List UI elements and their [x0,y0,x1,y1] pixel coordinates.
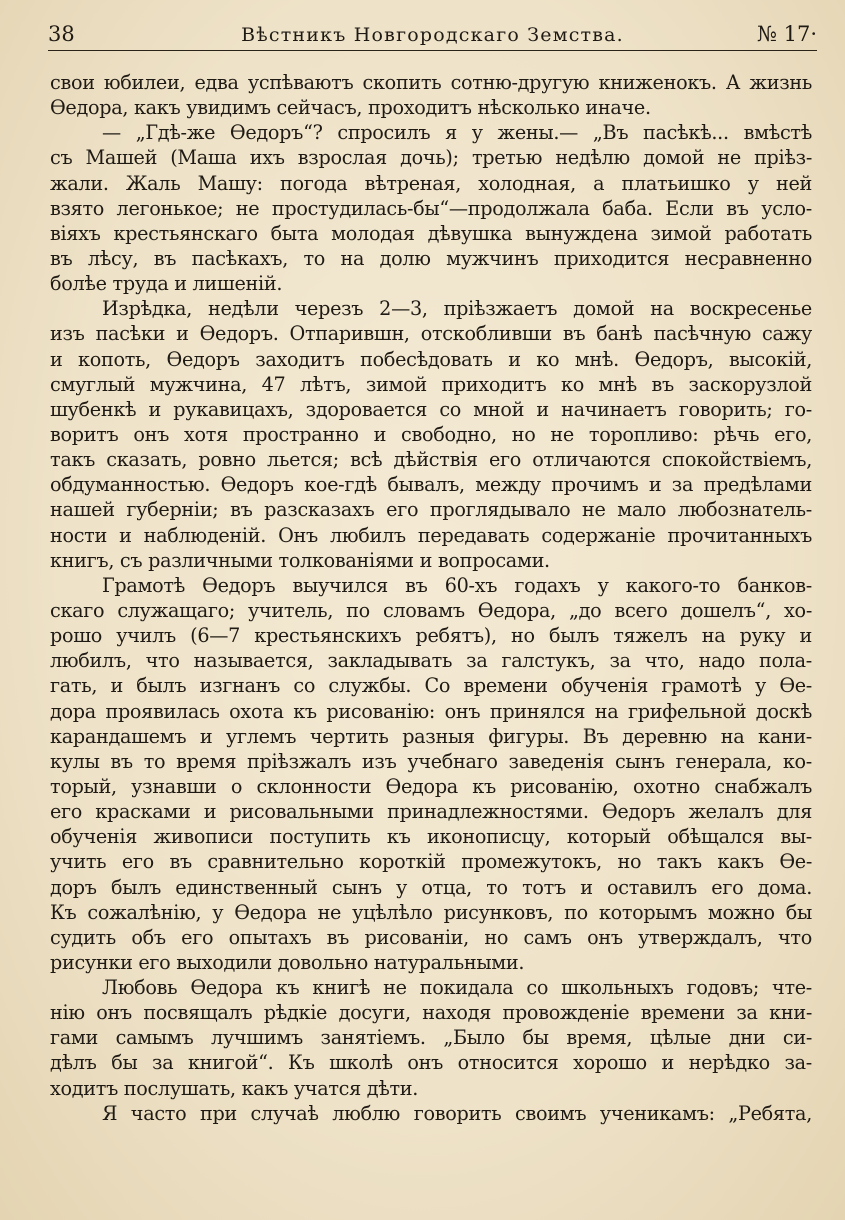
text-line: гами самымъ лучшимъ занятіемъ. „Было бы время, цѣлые дни си- [50,1026,812,1050]
text-line: нашей губерніи; въ разсказахъ его проглядывало не мало любознатель- [50,498,812,522]
text-line: и копоть, Өедоръ заходитъ побесѣдовать и ко мнѣ. Өедоръ, высокій, [50,347,812,371]
text-line: болѣе труда и лишеній. [50,272,283,296]
text-line: торый, узнавши о склонности Өедора къ рисованію, охотно снабжалъ [50,774,812,798]
text-line: обученія живописи поступить къ иконописцу, который обѣщался вы- [50,825,812,849]
text-line: обдуманностью. Өедоръ кое-гдѣ бывалъ, между прочимъ и за предѣлами [50,473,812,497]
text-line: судить объ его опытахъ въ рисованіи, но самъ онъ утверждалъ, что [50,925,812,949]
running-head: Вѣстникъ Новгородскаго Земства. [241,24,624,46]
text-line: любилъ, что называется, закладывать за галстукъ, за что, надо пола- [50,649,812,673]
text-line: ходитъ послушать, какъ учатся дѣти. [50,1076,419,1100]
text-line: съ Машей (Маша ихъ взрослая дочь); третью недѣлю домой не пріѣз- [50,146,812,170]
text-line: ности и наблюденій. Онъ любилъ передавать содержаніе прочитанныхъ [50,523,812,547]
text-line: его красками и рисовальными принадлежностями. Өедоръ желалъ для [50,800,812,824]
text-line: дѣлъ бы за книгой“. Къ школѣ онъ относится хорошо и нерѣдко за- [50,1051,812,1075]
text-line: скаго служащаго; учитель, по словамъ Өедора, „до всего дошелъ“, хо- [50,598,812,622]
text-line: віяхъ крестьянскаго быта молодая дѣвушка вынуждена зимой работать [50,221,812,245]
text-line: свои юбилеи, едва успѣваютъ скопить сотню-другую книженокъ. А жизнь [50,71,812,94]
text-line: Грамотѣ Өедоръ выучился въ 60-хъ годахъ у какого-то банков- [102,573,812,597]
text-line: изъ пасѣки и Өедоръ. Отпарившн, отскобливши въ банѣ пасѣчную сажу [50,322,812,346]
text-line: доръ былъ единственный сынъ у отца, то тотъ и оставилъ его дома. [50,875,812,899]
text-line: жали. Жаль Машу: погода вѣтреная, холодная, а платьишко у ней [50,171,812,195]
page-number: 38 [48,22,75,46]
text-line: кулы въ то время пріѣзжалъ изъ учебнаго заведенія сынъ генерала, ко- [50,749,812,773]
text-line: такъ сказать, ровно льется; всѣ дѣйствія его отличаются спокойствіемъ, [50,448,812,472]
header-rule [48,50,817,51]
text-line: дора проявилась охота къ рисованію: онъ принялся на грифельной доскѣ [50,699,812,723]
text-line: — „Гдѣ-же Өедоръ“? спросилъ я у жены.— „Въ пасѣкѣ... вмѣстѣ [102,121,812,145]
text-line: рошо училъ (6—7 крестьянскихъ ребятъ), но былъ тяжелъ на руку и [50,624,812,648]
text-line: Өедора, какъ увидимъ сейчасъ, проходитъ нѣсколько иначе. [50,96,651,120]
text-line: смуглый мужчина, 47 лѣтъ, зимой приходитъ ко мнѣ въ заскорузлой [50,372,812,396]
text-line: воритъ онъ хотя пространно и свободно, но не торопливо: рѣчь его, [50,422,812,446]
text-line: взято легонькое; не простудилась-бы“—продолжала баба. Если въ усло- [50,196,812,220]
text-line: гать, и былъ изгнанъ со службы. Со времени обученія грамотѣ у Өе- [50,674,812,698]
text-line: нію онъ посвящалъ рѣдкіе досуги, находя провожденіе времени за кни- [50,1001,812,1025]
text-line: Къ сожалѣнію, у Өедора не уцѣлѣло рисунковъ, по которымъ можно бы [50,900,812,924]
text-line: рисунки его выходили довольно натуральными. [50,950,525,974]
issue-number: № 17· [757,22,817,46]
text-line: карандашемъ и углемъ чертить разныя фигуры. Въ деревню на кани- [50,724,812,748]
text-line: Любовь Өедора къ книгѣ не покидала со школьныхъ годовъ; чте- [102,976,812,1000]
text-line: книгъ, съ различными толкованіями и вопросами. [50,548,550,572]
text-line: въ лѣсу, въ пасѣкахъ, то на долю мужчинъ приходится несравненно [50,246,812,270]
text-line: Изрѣдка, недѣли черезъ 2—3, пріѣзжаетъ домой на воскресенье [102,297,812,321]
text-line: Я часто при случаѣ люблю говорить своимъ ученикамъ: „Ребята, [102,1101,812,1125]
body-text [50,70,812,1126]
text-line: шубенкѣ и рукавицахъ, здоровается со мной и начинаетъ говорить; го- [50,397,812,421]
text-line: учить его въ сравнительно короткій промежутокъ, но такъ какъ Өе- [50,850,812,874]
page-header [48,18,817,48]
